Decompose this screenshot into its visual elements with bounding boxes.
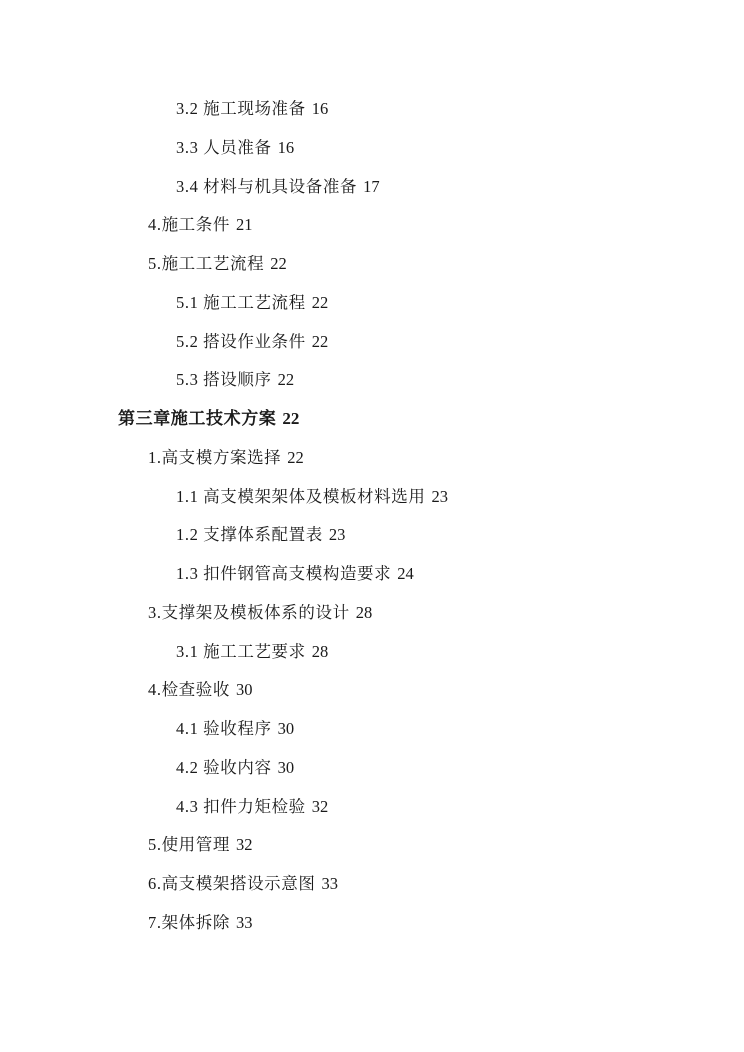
toc-entry-page-number: 17 (363, 176, 380, 196)
toc-entry-label: 5.施工工艺流程 (148, 254, 265, 273)
toc-entry (0, 594, 744, 633)
toc-entry-page-number: 23 (328, 525, 346, 545)
toc-entry-page-number: 30 (277, 719, 295, 738)
toc-entry-page-number: 32 (311, 796, 329, 816)
toc-entry-page-number: 28 (311, 641, 329, 661)
toc-entry-label: 5.使用管理 (148, 835, 230, 855)
toc-entry (0, 478, 744, 517)
toc-entry-page-number: 22 (282, 409, 300, 428)
toc-entry-label: 3.4 材料与机具设备准备 (176, 176, 358, 196)
toc-entry-page-number: 22 (270, 254, 287, 273)
toc-entry-page-number: 23 (431, 486, 448, 506)
toc-entry (0, 904, 744, 943)
toc-entry-label: 1.高支模方案选择 (148, 447, 282, 467)
toc-entry-label: 5.3 搭设顺序 (176, 370, 272, 390)
toc-entry (0, 245, 744, 284)
toc-entry-page-number: 22 (311, 292, 329, 312)
toc-entry-page-number: 22 (311, 331, 329, 351)
toc-entry (0, 788, 744, 827)
toc-entry (0, 206, 744, 245)
toc-entry (0, 168, 744, 207)
toc-entry (0, 865, 744, 904)
toc-entry (0, 555, 744, 594)
toc-entry-label: 1.3 扣件钢管高支模构造要求 (176, 564, 392, 583)
toc-entry-label: 4.施工条件 (148, 215, 230, 235)
table-of-contents (0, 90, 744, 943)
toc-entry (0, 439, 744, 478)
toc-entry-page-number: 32 (235, 835, 253, 855)
toc-entry-label: 1.2 支撑体系配置表 (176, 525, 323, 545)
toc-entry-label: 4.3 扣件力矩检验 (176, 796, 306, 816)
toc-entry (0, 826, 744, 865)
toc-entry-page-number: 16 (277, 137, 295, 157)
toc-entry-page-number: 30 (235, 680, 253, 700)
toc-entry (0, 671, 744, 710)
toc-entry-label: 5.1 施工工艺流程 (176, 292, 306, 312)
toc-entry-label: 3.3 人员准备 (176, 137, 272, 157)
toc-entry-label: 5.2 搭设作业条件 (176, 331, 306, 351)
toc-entry-label: 1.1 高支模架架体及模板材料选用 (176, 486, 426, 506)
toc-entry-page-number: 16 (311, 99, 329, 118)
toc-entry-page-number: 24 (397, 564, 414, 583)
toc-entry (0, 516, 744, 555)
toc-entry-page-number: 28 (355, 602, 373, 622)
toc-entry-page-number: 22 (287, 447, 304, 467)
toc-entry-label: 7.架体拆除 (148, 912, 230, 932)
toc-entry-label: 4.检查验收 (148, 680, 230, 700)
toc-entry (0, 361, 744, 400)
toc-entry-label: 6.高支模架搭设示意图 (148, 874, 316, 893)
toc-entry-label: 第三章施工技术方案 (118, 409, 277, 428)
toc-entry (0, 284, 744, 323)
toc-entry-label: 3.支撑架及模板体系的设计 (148, 602, 350, 622)
toc-entry-label: 3.2 施工现场准备 (176, 99, 306, 118)
toc-chapter-heading (0, 400, 744, 439)
toc-entry (0, 710, 744, 749)
toc-entry-label: 4.1 验收程序 (176, 719, 272, 738)
toc-entry-page-number: 33 (321, 874, 338, 893)
toc-entry-label: 3.1 施工工艺要求 (176, 641, 306, 661)
toc-entry (0, 323, 744, 362)
toc-entry-page-number: 21 (235, 215, 253, 235)
toc-entry (0, 90, 744, 129)
toc-entry-label: 4.2 验收内容 (176, 757, 272, 777)
toc-entry (0, 749, 744, 788)
toc-entry (0, 129, 744, 168)
toc-entry-page-number: 22 (277, 370, 295, 390)
toc-entry-page-number: 33 (235, 912, 253, 932)
toc-entry (0, 633, 744, 672)
toc-entry-page-number: 30 (277, 757, 295, 777)
